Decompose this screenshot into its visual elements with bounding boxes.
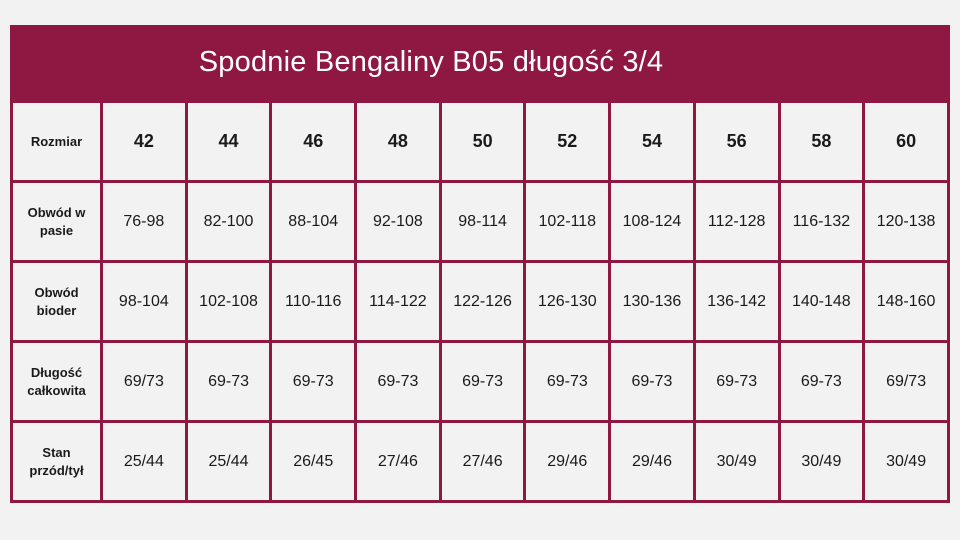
- value-cell: 69/73: [102, 342, 187, 422]
- value-cell: 29/46: [610, 422, 695, 502]
- table-title: Spodnie Bengaliny B05 długość 3/4: [198, 46, 664, 78]
- value-cell: 76-98: [102, 182, 187, 262]
- table-row: [12, 182, 949, 262]
- size-row: [12, 102, 949, 182]
- value-cell: 98-104: [102, 262, 187, 342]
- value-cell: 27/46: [440, 422, 525, 502]
- size-cell: 48: [356, 102, 441, 182]
- value-cell: 88-104: [271, 182, 356, 262]
- size-cell: 56: [694, 102, 779, 182]
- value-cell: 69/73: [864, 342, 949, 422]
- value-cell: 98-114: [440, 182, 525, 262]
- value-cell: 69-73: [186, 342, 271, 422]
- value-cell: 102-108: [186, 262, 271, 342]
- size-cell: 60: [864, 102, 949, 182]
- value-cell: 25/44: [102, 422, 187, 502]
- size-cell: 50: [440, 102, 525, 182]
- value-cell: 120-138: [864, 182, 949, 262]
- value-cell: 69-73: [525, 342, 610, 422]
- value-cell: 148-160: [864, 262, 949, 342]
- value-cell: 114-122: [356, 262, 441, 342]
- value-cell: 30/49: [694, 422, 779, 502]
- value-cell: 110-116: [271, 262, 356, 342]
- value-cell: 69-73: [356, 342, 441, 422]
- value-cell: 69-73: [694, 342, 779, 422]
- row-header: Obwód w pasie: [12, 182, 102, 262]
- row-header: Stan przód/tył: [12, 422, 102, 502]
- value-cell: 30/49: [864, 422, 949, 502]
- value-cell: 130-136: [610, 262, 695, 342]
- value-cell: 92-108: [356, 182, 441, 262]
- value-cell: 30/49: [779, 422, 864, 502]
- table-row: [12, 262, 949, 342]
- value-cell: 116-132: [779, 182, 864, 262]
- size-cell: 58: [779, 102, 864, 182]
- value-cell: 69-73: [440, 342, 525, 422]
- table-row: [12, 422, 949, 502]
- size-table: [10, 100, 950, 503]
- value-cell: 69-73: [271, 342, 356, 422]
- value-cell: 29/46: [525, 422, 610, 502]
- value-cell: 112-128: [694, 182, 779, 262]
- value-cell: 108-124: [610, 182, 695, 262]
- value-cell: 69-73: [610, 342, 695, 422]
- value-cell: 82-100: [186, 182, 271, 262]
- row-header: Rozmiar: [12, 102, 102, 182]
- size-table-container: [10, 25, 950, 503]
- size-cell: 42: [102, 102, 187, 182]
- title-band: [10, 25, 950, 100]
- value-cell: 102-118: [525, 182, 610, 262]
- value-cell: 25/44: [186, 422, 271, 502]
- value-cell: 69-73: [779, 342, 864, 422]
- size-table-body: [12, 102, 949, 502]
- value-cell: 122-126: [440, 262, 525, 342]
- value-cell: 26/45: [271, 422, 356, 502]
- table-row: [12, 342, 949, 422]
- row-header: Długość całkowita: [12, 342, 102, 422]
- value-cell: 126-130: [525, 262, 610, 342]
- size-cell: 46: [271, 102, 356, 182]
- value-cell: 136-142: [694, 262, 779, 342]
- row-header: Obwód bioder: [12, 262, 102, 342]
- size-cell: 52: [525, 102, 610, 182]
- value-cell: 140-148: [779, 262, 864, 342]
- size-cell: 54: [610, 102, 695, 182]
- size-cell: 44: [186, 102, 271, 182]
- value-cell: 27/46: [356, 422, 441, 502]
